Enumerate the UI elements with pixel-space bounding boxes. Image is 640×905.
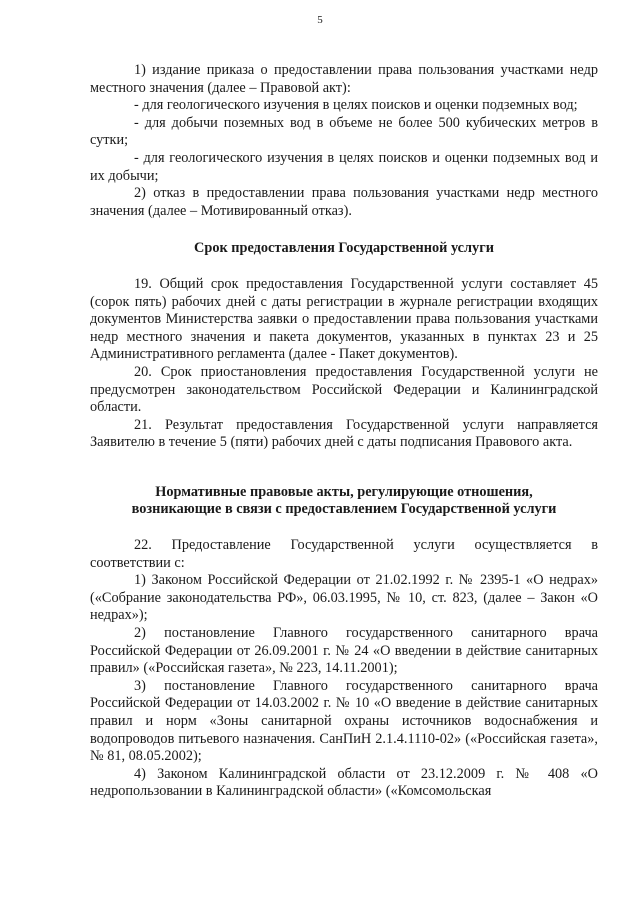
section-heading-term: Срок предоставления Государственной услуги [194, 240, 494, 257]
paragraph: 1) Законом Российской Федерации от 21.02.1992 г. № 2395-1 «О недрах» («Собрание законодательства РФ», 06.03.1995, № 10, ст. 823, (далее – Закон «О недрах»); [90, 572, 598, 624]
paragraph: 4) Законом Калининградской области от 23.12.2009 г. № 408 «О недропользовании в Калининградской области» («Комсомольская [90, 765, 598, 800]
paragraph: 2) отказ в предоставлении права пользования участками недр местного значения (далее – Мотивированный отказ). [90, 185, 598, 219]
page-number: 5 [317, 14, 323, 26]
paragraph: - для геологического изучения в целях поисков и оценки подземных вод и их добычи; [90, 149, 598, 184]
paragraph: 20. Срок приостановления предоставления Государственной услуги не предусмотрен законодательством Российской Федерации и Калининградской области. [90, 363, 598, 416]
section-heading-acts-line-1: Нормативные правовые акты, регулирующие отношения, [155, 483, 533, 500]
paragraph: 3) постановление Главного государственного санитарного врача Российской Федерации от 14.03.2002 г. № 10 «О введение в действие санитарных правил и норм «Зоны санитарной охраны источников водоснабжения и водопроводов питьевого назначения. СанПиН 2.1.4.1110-02» («Российская газета», № 81, 08.05.2002); [90, 677, 598, 765]
paragraph: - для добычи поземных вод в объеме не более 500 кубических метров в сутки; [90, 114, 598, 149]
paragraph: 19. Общий срок предоставления Государственной услуги составляет 45 (сорок пять) рабочих дней с даты регистрации в журнале регистрации входящих документов Министерства заявки о предоставлении права пользования участками недр местного значения и пакета документов, указанных в пунктах 23 и 25 Административного регламента (далее - Пакет документов). [90, 275, 598, 363]
paragraph: 22. Предоставление Государственной услуги осуществляется в соответствии с: [90, 537, 598, 571]
paragraph: 2) постановление Главного государственного санитарного врача Российской Федерации от 26.09.2001 г. № 24 «О введении в действие санитарных правил» («Российская газета», № 223, 14.11.2001); [90, 625, 598, 677]
section-heading-acts-line-2: возникающие в связи с предоставлением Государственной услуги [131, 501, 557, 518]
paragraph: 21. Результат предоставления Государственной услуги направляется Заявителю в течение 5 (пяти) рабочих дней с даты подписания Правового акта. [90, 416, 598, 451]
document-body [90, 62, 598, 801]
paragraph: - для геологического изучения в целях поисков и оценки подземных вод; [134, 97, 578, 114]
paragraph: 1) издание приказа о предоставлении права пользования участками недр местного значения (далее – Правовой акт): [90, 62, 598, 96]
